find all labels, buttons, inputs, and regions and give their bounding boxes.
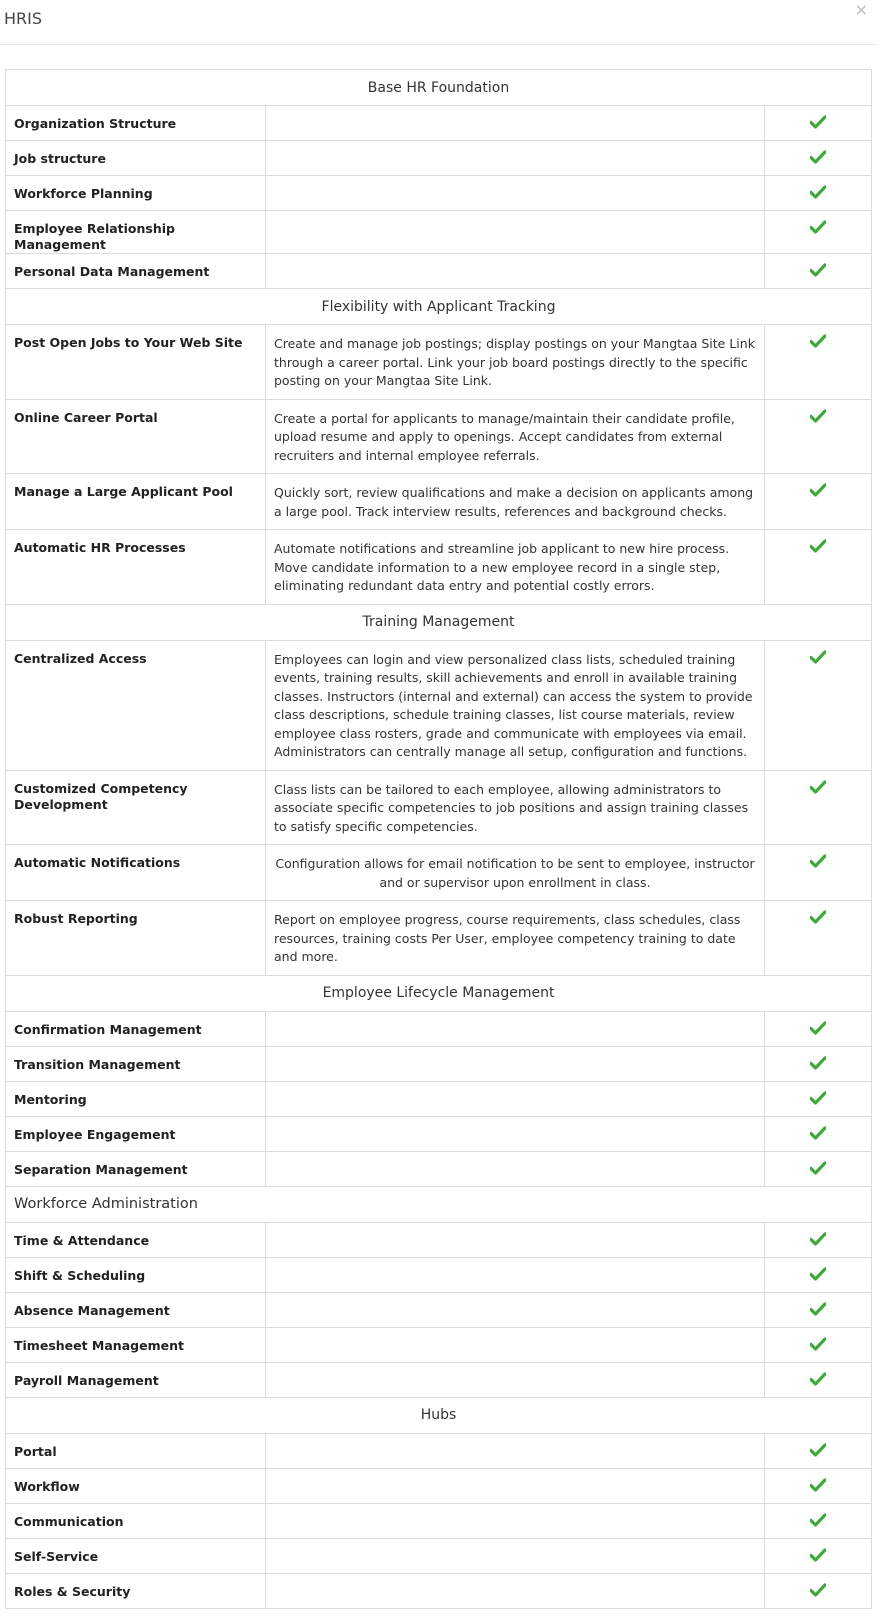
check-icon	[765, 474, 871, 501]
feature-name: Roles & Security	[14, 1583, 131, 1599]
check-icon	[765, 1469, 871, 1496]
feature-name: Workforce Planning	[14, 186, 153, 201]
feature-row	[6, 325, 872, 400]
check-icon	[765, 1363, 871, 1390]
section-title: Training Management	[6, 604, 872, 640]
check-icon	[765, 1258, 871, 1285]
feature-row	[6, 1468, 872, 1503]
feature-description: Quickly sort, review qualifications and make a decision on applicants among a large pool. Track interview results, references and background checks.	[274, 485, 754, 519]
feature-row	[6, 1081, 872, 1116]
section-header	[6, 70, 872, 106]
feature-row	[6, 1292, 872, 1327]
check-icon	[765, 1223, 871, 1250]
section-header	[6, 1186, 872, 1222]
check-icon	[765, 211, 871, 238]
feature-name: Personal Data Management	[14, 264, 210, 279]
check-icon	[765, 325, 871, 352]
feature-name: Communication	[14, 1513, 124, 1529]
dialog-header	[0, 0, 876, 45]
feature-name: Automatic Notifications	[14, 855, 181, 870]
check-icon	[765, 176, 871, 203]
feature-description: Configuration allows for email notification to be sent to employee, instructor and or supervisor upon enrollment in class.	[275, 856, 755, 890]
close-icon[interactable]: ×	[854, 0, 868, 19]
dialog-title: HRIS	[4, 9, 43, 28]
feature-row	[6, 1433, 872, 1468]
feature-name: Employee Engagement	[14, 1126, 176, 1142]
check-icon	[765, 141, 871, 168]
feature-name: Robust Reporting	[14, 911, 138, 926]
check-icon	[765, 400, 871, 427]
section-title: Hubs	[6, 1397, 872, 1433]
feature-row	[6, 141, 872, 176]
feature-name: Centralized Access	[14, 650, 147, 666]
section-header	[6, 1397, 872, 1433]
feature-description: Report on employee progress, course requirements, class schedules, class resources, training costs Per User, employee competency training to date and more.	[274, 912, 741, 964]
check-icon	[765, 641, 871, 668]
feature-row	[6, 1362, 872, 1397]
section-title: Employee Lifecycle Management	[6, 975, 872, 1011]
feature-row	[6, 901, 872, 976]
feature-name: Online Career Portal	[14, 409, 158, 425]
check-icon	[765, 1152, 871, 1179]
feature-row	[6, 1538, 872, 1573]
feature-name: Automatic HR Processes	[14, 540, 186, 555]
feature-name: Portal	[14, 1443, 57, 1459]
feature-name: Time & Attendance	[14, 1232, 150, 1248]
feature-row	[6, 1011, 872, 1046]
feature-name: Payroll Management	[14, 1372, 159, 1388]
check-icon	[765, 1047, 871, 1074]
check-icon	[765, 254, 871, 281]
check-icon	[765, 901, 871, 928]
feature-name: Self-Service	[14, 1548, 99, 1564]
feature-row	[6, 1327, 872, 1362]
feature-name: Timesheet Management	[14, 1337, 184, 1353]
check-icon	[765, 1082, 871, 1109]
check-icon	[765, 1574, 871, 1601]
feature-row	[6, 770, 872, 845]
feature-row	[6, 106, 872, 141]
section-title: Flexibility with Applicant Tracking	[6, 289, 872, 325]
feature-name: Organization Structure	[14, 116, 177, 131]
feature-name: Absence Management	[14, 1302, 170, 1318]
feature-row	[6, 1046, 872, 1081]
feature-row	[6, 1257, 872, 1292]
feature-name: Mentoring	[14, 1091, 87, 1107]
feature-row	[6, 1116, 872, 1151]
feature-row	[6, 530, 872, 605]
feature-row	[6, 399, 872, 474]
feature-row	[6, 211, 872, 254]
feature-description: Create a portal for applicants to manage/maintain their candidate profile, upload resume and apply to openings. Accept candidates from external recruiters and internal employee referrals.	[274, 410, 735, 463]
feature-row	[6, 640, 872, 770]
check-icon	[765, 1117, 871, 1144]
feature-row	[6, 176, 872, 211]
section-header	[6, 289, 872, 325]
feature-row	[6, 254, 872, 289]
features-table	[5, 69, 872, 1609]
feature-name: Employee Relationship Management	[14, 221, 175, 252]
feature-name: Customized Competency Development	[14, 780, 188, 812]
feature-row	[6, 1222, 872, 1257]
feature-row	[6, 845, 872, 901]
check-icon	[765, 1012, 871, 1039]
feature-row	[6, 1503, 872, 1538]
feature-name: Workflow	[14, 1478, 80, 1494]
feature-description: Class lists can be tailored to each employee, allowing administrators to associate specific competencies to job positions and assign training classes to satisfy specific competencies.	[274, 781, 749, 834]
feature-name: Post Open Jobs to Your Web Site	[14, 335, 243, 350]
feature-name: Shift & Scheduling	[14, 1267, 146, 1283]
feature-row	[6, 1151, 872, 1186]
check-icon	[765, 1539, 871, 1566]
feature-row	[6, 1573, 872, 1608]
section-title: Workforce Administration	[6, 1186, 872, 1222]
check-icon	[765, 1328, 871, 1355]
feature-description: Create and manage job postings; display postings on your Mangtaa Site Link through a career portal. Link your job board postings directly to the specific posting on your Mangtaa Site Link.	[274, 336, 755, 388]
feature-row	[6, 474, 872, 530]
section-title: Base HR Foundation	[6, 70, 872, 106]
feature-description: Automate notifications and streamline job applicant to new hire process. Move candidate information to a new employee record in a single step, eliminating redundant data entry and potential costly errors.	[274, 541, 730, 593]
feature-name: Confirmation Management	[14, 1021, 202, 1037]
feature-name: Manage a Large Applicant Pool	[14, 484, 233, 499]
feature-description: Employees can login and view personalized class lists, scheduled training events, training results, skill achievements and enroll in available training classes. Instructors (internal and external) can access the system to provide class descriptions, schedule training classes, list course materials, review employee class rosters, grade and communicate with employees via email. Administrators can centrally manage all setup, configuration and functions.	[274, 651, 753, 759]
section-header	[6, 604, 872, 640]
check-icon	[765, 1293, 871, 1320]
feature-name: Transition Management	[14, 1056, 181, 1072]
section-header	[6, 975, 872, 1011]
feature-name: Job structure	[14, 151, 106, 166]
check-icon	[765, 1504, 871, 1531]
check-icon	[765, 106, 871, 133]
check-icon	[765, 771, 871, 798]
check-icon	[765, 1434, 871, 1461]
check-icon	[765, 530, 871, 557]
check-icon	[765, 845, 871, 872]
feature-name: Separation Management	[14, 1161, 188, 1177]
